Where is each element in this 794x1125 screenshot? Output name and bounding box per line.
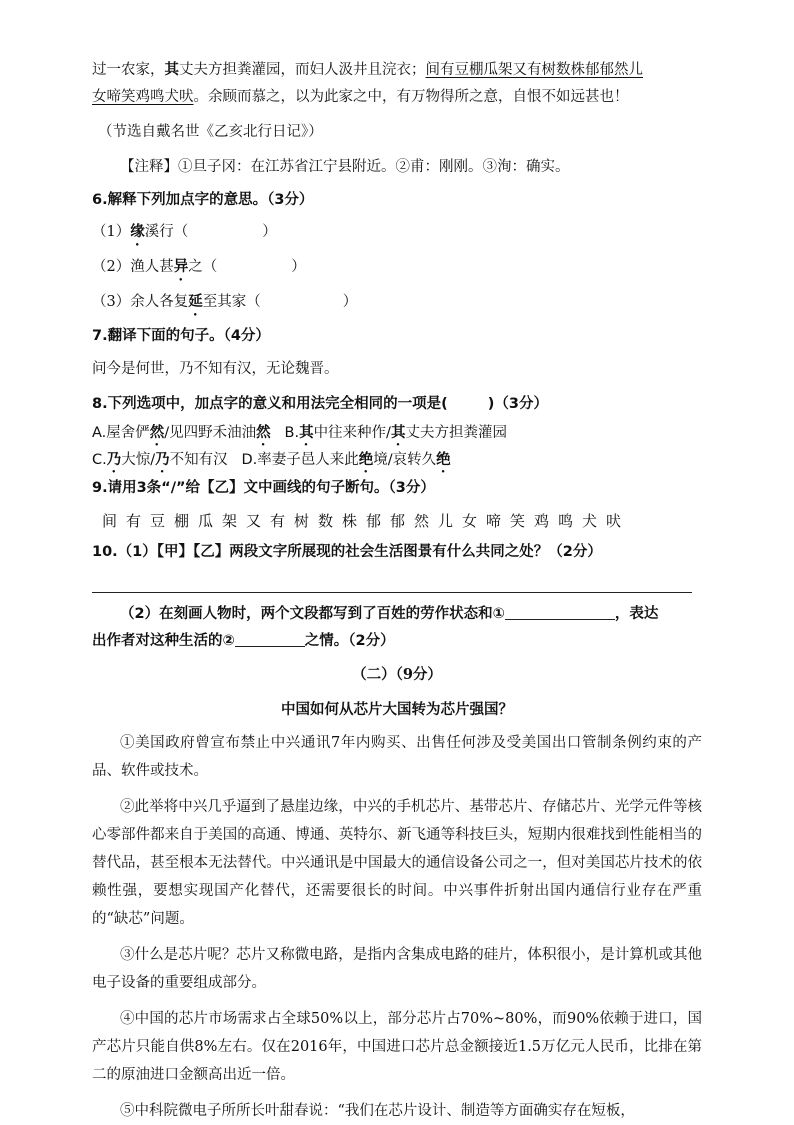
q6-item-1: （1）缘溪行（ ） <box>92 223 277 240</box>
q6-title: 6.解释下列加点字的意思。（3分） <box>92 192 314 208</box>
q9-title: 9.请用3条“/”给【乙】文中画线的句子断句。（3分） <box>92 480 435 496</box>
q10-part2-line2: 出作者对这种生活的② 之情。（2分） <box>92 628 702 655</box>
option-a[interactable]: A.屋舍俨然/见四野禾油油然 <box>92 425 271 441</box>
article-title: 中国如何从芯片大国转为芯片强国？ <box>281 701 513 718</box>
document-page <box>92 56 702 1125</box>
passage-source: （节选自戴名世《乙亥北行日记》） <box>98 124 323 140</box>
dotted-char: 延 <box>188 293 203 310</box>
answer-blank-1[interactable] <box>505 603 615 620</box>
q10-part2-line1: （2）在刻画人物时，两个文段都写到了百姓的劳作状态和① ，表达 <box>92 601 702 628</box>
dotted-char: 异 <box>173 258 189 275</box>
q8-title: 8.下列选项中，加点字的意义和用法完全相同的一项是( )（3分） <box>92 396 548 412</box>
q6-item-3: （3）余人各复延至其家（ ） <box>92 293 358 310</box>
article-body <box>92 729 702 1125</box>
answer-blank-2[interactable] <box>235 630 305 647</box>
underlined-sentence-part1: 间有豆棚瓜架又有树数株郁郁然儿 <box>425 62 643 78</box>
article-paragraph-4: ④中国的芯片市场需求占全球50%以上，部分芯片占70%~80%，而90%依赖于进口，国产芯片只能自供8%左右。仅在2016年，中国进口芯片总金额接近1.5万亿元人民币，比排在第二的原油进口金额高出近一倍。 <box>92 1011 702 1083</box>
q9-sentence[interactable]: 间有豆棚瓜架又有树数株郁郁然儿女啼笑鸡鸣犬吠 <box>102 512 631 530</box>
dotted-char: 缘 <box>130 223 145 240</box>
answer-line[interactable] <box>92 572 692 593</box>
passage-notes: 【注释】①旦子冈：在江苏省江宁县附近。②甫：刚刚。③洵：确实。 <box>120 159 570 175</box>
article-paragraph-3: ③什么是芯片呢？芯片又称微电路，是指内含集成电路的硅片，体积很小，是计算机或其他电子设备的重要组成部分。 <box>92 947 702 991</box>
q8-options-cd <box>92 449 702 476</box>
q6-item-2: （2）渔人甚异之（ ） <box>92 258 306 275</box>
passage-line-1: 过一农家，其丈夫方担粪灌园，而妇人汲井且浣衣；间有豆棚瓜架又有树数株郁郁然儿 <box>92 61 643 78</box>
section-heading: （二）（9分） <box>352 666 442 683</box>
article-paragraph-1: ①美国政府曾宣布禁止中兴通讯7年内购买、出售任何涉及受美国出口管制条例约束的产品、软件或技术。 <box>92 735 702 779</box>
article-paragraph-5: ⑤中科院微电子所所长叶甜春说：“我们在芯片设计、制造等方面确实存在短板， <box>120 1103 635 1119</box>
q8-options-ab <box>92 422 702 449</box>
underlined-sentence-part2: 女啼笑鸡鸣犬吠 <box>92 89 194 105</box>
passage-line-2: 女啼笑鸡鸣犬吠。余顾而慕之，以为此家之中，有万物得所之意，自恨不如远甚也！ <box>92 89 629 105</box>
q10-part1: 10.（1）【甲】【乙】两段文字所展现的社会生活图景有什么共同之处？（2分） <box>92 544 602 560</box>
option-b[interactable]: B.其中往来种作/其丈夫方担粪灌园 <box>284 425 507 441</box>
q7-title: 7.翻译下面的句子。（4分） <box>92 328 270 344</box>
bold-char: 其 <box>164 61 179 78</box>
q7-sentence: 问今是何世，乃不知有汉，无论魏晋。 <box>92 361 339 377</box>
option-d[interactable]: D.率妻子邑人来此绝境/哀转久绝 <box>241 452 451 468</box>
article-paragraph-2: ②此举将中兴几乎逼到了悬崖边缘，中兴的手机芯片、基带芯片、存储芯片、光学元件等核心零部件都来自于美国的高通、博通、英特尔、新飞通等科技巨头，短期内很难找到性能相当的替代品，甚至根本无法替代。中兴通讯是中国最大的通信设备公司之一，但对美国芯片技术的依赖性强，要想实现国产化替代，还需要很长的时间。中兴事件折射出国内通信行业存在严重的“缺芯”问题。 <box>92 799 702 927</box>
option-c[interactable]: C.乃大惊/乃不知有汉 <box>92 452 228 468</box>
